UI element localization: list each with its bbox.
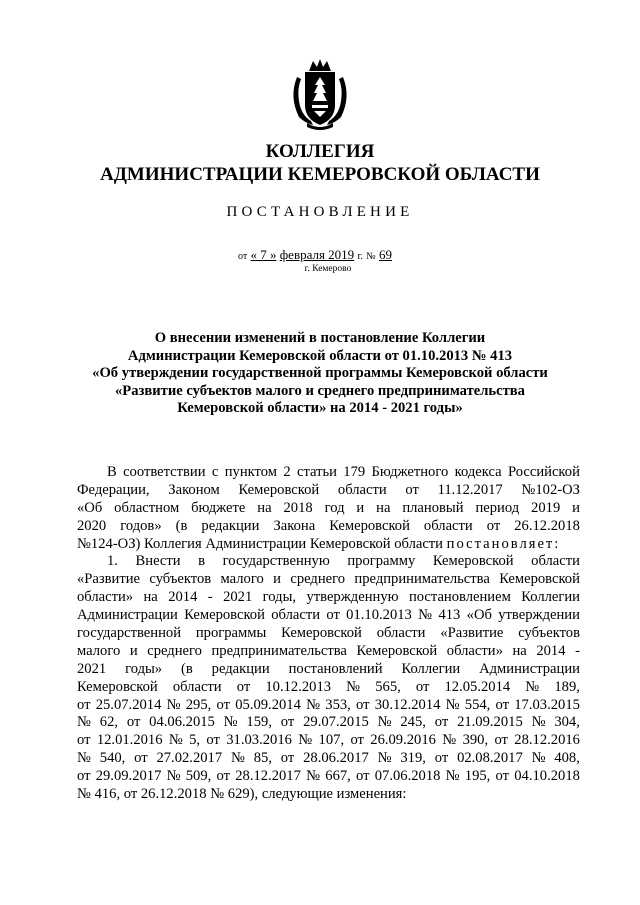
word: № (77, 714, 91, 731)
word: (в (175, 517, 188, 534)
word: 1. (107, 553, 118, 570)
word: от (280, 714, 295, 731)
title-line: «Развитие субъектов малого и среднего предпринимательства (115, 382, 525, 399)
word: № (77, 750, 91, 767)
word: Администрации (479, 660, 580, 677)
word: 27.02.2017 (156, 750, 223, 767)
body-line (77, 714, 580, 732)
word: 07.06.2018 (374, 768, 441, 785)
word: от (486, 517, 501, 534)
word: 554, (464, 696, 491, 713)
word: № (418, 607, 433, 624)
word: «Развитие (77, 571, 141, 588)
word: 5, (189, 732, 201, 749)
word: № (230, 750, 245, 767)
word: Кемеровской (356, 642, 438, 659)
word: 195, (464, 768, 491, 785)
word: № (298, 732, 313, 749)
word: области (423, 517, 473, 534)
word: от (434, 714, 449, 731)
word: области (337, 481, 387, 498)
word: государственную (222, 553, 330, 570)
word: с (211, 464, 219, 480)
body-line (77, 571, 580, 589)
body-line (77, 661, 580, 679)
word: предпринимательства (211, 642, 347, 659)
word: 2021 (77, 660, 107, 677)
word: годы, (262, 589, 297, 606)
word: утверждении (498, 607, 580, 624)
word: 85, (253, 750, 272, 767)
body-line (77, 518, 580, 536)
word: от (434, 750, 449, 767)
word: 31.03.2016 (226, 732, 292, 749)
word: среднего (290, 571, 346, 588)
word: № (306, 696, 321, 713)
body-line (77, 553, 580, 571)
word: 159, (246, 714, 272, 731)
word: предпринимательства (354, 571, 490, 588)
word: 02.08.2017 (457, 750, 523, 767)
word: - (575, 642, 580, 659)
word: от (495, 696, 510, 713)
word: пунктом (224, 464, 277, 480)
body-line (77, 732, 580, 750)
word: № (166, 768, 181, 785)
word: от (126, 714, 141, 731)
word: № (223, 714, 238, 731)
word: «Об (466, 607, 492, 624)
word: редакции (201, 517, 260, 534)
word: Кемеровской (499, 571, 580, 588)
city: г. Кемерово (304, 264, 352, 274)
word: от (236, 678, 251, 695)
word: №102-ОЗ (521, 481, 580, 498)
word: 01.10.2013 (346, 607, 412, 624)
word: 12.01.2016 (96, 732, 163, 749)
word: области» (446, 642, 503, 659)
org-name-line2: АДМИНИСТРАЦИИ КЕМЕРОВСКОЙ ОБЛАСТИ (100, 164, 540, 185)
word: Бюджетного (371, 464, 449, 480)
body-line (77, 464, 580, 482)
word: годы» (125, 660, 163, 677)
word: период (475, 499, 520, 516)
word: № (377, 750, 392, 767)
word: программы (195, 625, 267, 642)
body-line (77, 607, 580, 625)
word: 29.09.2017 (95, 768, 162, 785)
date-open-quote: « (250, 247, 257, 262)
word: Кемеровской (329, 517, 410, 534)
doc-number-label: № (366, 251, 376, 262)
word: утвержденную (306, 589, 399, 606)
word: на (512, 642, 527, 659)
word: № (306, 768, 321, 785)
word: и (129, 642, 138, 659)
word: от (356, 696, 370, 713)
word: 2014 (536, 642, 566, 659)
date-close-quote: » (270, 247, 277, 262)
word: Коллегии (401, 660, 461, 677)
word: № (525, 678, 540, 695)
word: 04.06.2015 (149, 714, 215, 731)
word: 17.03.2015 (514, 696, 580, 713)
body-line (77, 643, 580, 661)
word: и (572, 499, 580, 516)
word: Кемеровской (281, 625, 362, 642)
word: 11.12.2017 (437, 481, 503, 498)
word: № (168, 732, 183, 749)
word: малого (220, 571, 264, 588)
word: «Об (77, 499, 103, 516)
word: № (445, 696, 460, 713)
body-line (77, 750, 580, 768)
word: и (356, 499, 365, 516)
date-day: 7 (257, 247, 270, 262)
word: от (77, 732, 91, 749)
word: 413 (438, 607, 461, 624)
word: годов» (120, 517, 162, 534)
word: на (376, 499, 391, 516)
word: малого (77, 642, 121, 659)
body-line (77, 697, 580, 715)
body-line (77, 589, 580, 607)
word: от (415, 678, 430, 695)
word: от (77, 768, 91, 785)
body-line-text: №124-ОЗ) Коллегия Администрации Кемеровской области (77, 535, 443, 552)
word: 107, (318, 732, 345, 749)
word: 2014 (168, 589, 198, 606)
word: статьи (296, 464, 337, 480)
word: области (271, 607, 321, 624)
body-line (77, 625, 580, 643)
word: 319, (400, 750, 426, 767)
body-line: № 416, от 26.12.2018 № 629), следующие изменения: (77, 786, 407, 803)
word: № (442, 732, 457, 749)
word: Кемеровской (432, 553, 514, 570)
document-body (77, 464, 580, 804)
word: области (172, 678, 222, 695)
word: 2019 (531, 499, 561, 516)
word: 667, (325, 768, 351, 785)
word: 179 (343, 464, 366, 480)
word: 304, (554, 714, 580, 731)
word: 29.07.2015 (303, 714, 369, 731)
word: год (324, 499, 345, 516)
word: от (405, 481, 419, 498)
word: В (107, 464, 117, 480)
word: 390, (462, 732, 489, 749)
word: плановый (402, 499, 464, 516)
word: 2 (283, 464, 291, 480)
resolution-word: постановляет: (446, 535, 561, 552)
word: 408, (554, 750, 580, 767)
word: от (134, 750, 148, 767)
document-title (80, 330, 560, 418)
word: Законом (168, 481, 220, 498)
word: Федерации, (77, 481, 150, 498)
word: № (166, 696, 181, 713)
body-line (77, 482, 580, 500)
word: областном (114, 499, 180, 516)
date-line (238, 247, 392, 263)
word: 30.12.2014 (374, 696, 441, 713)
word: 26.12.2018 (514, 517, 580, 534)
word: № (531, 714, 546, 731)
word: Закона (273, 517, 316, 534)
body-line (77, 768, 580, 786)
word: редакции (211, 660, 270, 677)
word: субъектов (518, 625, 580, 642)
word: 2021 (223, 589, 253, 606)
word: 245, (400, 714, 426, 731)
word: от (494, 732, 508, 749)
word: в (198, 553, 206, 570)
word: 2020 (77, 517, 107, 534)
word: Внести (135, 553, 181, 570)
word: на (257, 499, 272, 516)
word: № (531, 750, 546, 767)
word: постановлением (408, 589, 511, 606)
title-line: «Об утверждении государственной программы Кемеровской области (92, 365, 548, 381)
word: № (377, 714, 392, 731)
word: от (77, 696, 91, 713)
body-line (77, 500, 580, 518)
word: Кемеровской (238, 481, 320, 498)
word: кодекса (454, 464, 502, 480)
word: среднего (147, 642, 202, 659)
word: 10.12.2013 (265, 678, 332, 695)
word: от (280, 750, 295, 767)
word: 25.07.2014 (95, 696, 162, 713)
word: программу (347, 553, 416, 570)
coat-of-arms-icon (287, 57, 353, 130)
body-line (77, 679, 580, 697)
word: 21.09.2015 (457, 714, 523, 731)
word: 509, (185, 768, 212, 785)
document-type: ПОСТАНОВЛЕНИЕ (226, 204, 414, 220)
word: 26.09.2016 (370, 732, 436, 749)
word: 565, (375, 678, 401, 695)
title-line: Кемеровской области» на 2014 - 2021 годы» (177, 400, 463, 416)
word: Кемеровской (77, 678, 158, 695)
title-line: О внесении изменений в постановление Коллегии (154, 330, 486, 346)
date-year-suffix: г. (357, 251, 363, 262)
word: соответствии (123, 464, 206, 480)
word: субъектов (149, 571, 212, 588)
word: 28.12.2016 (514, 732, 580, 749)
word: и (273, 571, 281, 588)
body-line (77, 536, 580, 554)
word: 189, (554, 678, 580, 695)
word: Коллегии (521, 589, 580, 606)
word: от (350, 732, 364, 749)
word: - (207, 589, 213, 606)
word: 12.05.2014 (444, 678, 511, 695)
word: на (143, 589, 158, 606)
word: от (326, 607, 340, 624)
word: 28.12.2017 (235, 768, 301, 785)
org-name-line1: КОЛЛЕГИЯ (265, 141, 375, 162)
word: 28.06.2017 (303, 750, 369, 767)
word: бюджете (191, 499, 246, 516)
word: Российской (507, 464, 580, 480)
date-prefix: от (238, 251, 248, 262)
word: области (531, 553, 580, 570)
word: постановлений (288, 660, 383, 677)
word: 2018 (283, 499, 313, 516)
word: 62, (99, 714, 119, 731)
word: 04.10.2018 (514, 768, 580, 785)
word: № (346, 678, 361, 695)
date-month-year: февраля 2019 (279, 247, 355, 262)
word: от (216, 696, 230, 713)
word: 353, (325, 696, 351, 713)
word: от (206, 732, 220, 749)
word: 05.09.2014 (235, 696, 301, 713)
word: государственной (77, 625, 182, 642)
word: «Развитие (440, 625, 504, 642)
word: области» (77, 589, 134, 606)
word: от (495, 768, 510, 785)
word: Администрации (77, 607, 178, 624)
doc-number: 69 (378, 247, 392, 262)
word: 295, (185, 696, 212, 713)
word: 540, (99, 750, 126, 767)
word: области (376, 625, 426, 642)
word: (в (181, 660, 193, 677)
word: Кемеровской (184, 607, 265, 624)
word: от (216, 768, 230, 785)
title-line: Администрации Кемеровской области от 01.10.2013 № 413 (127, 347, 513, 364)
word: № (445, 768, 460, 785)
word: от (356, 768, 370, 785)
